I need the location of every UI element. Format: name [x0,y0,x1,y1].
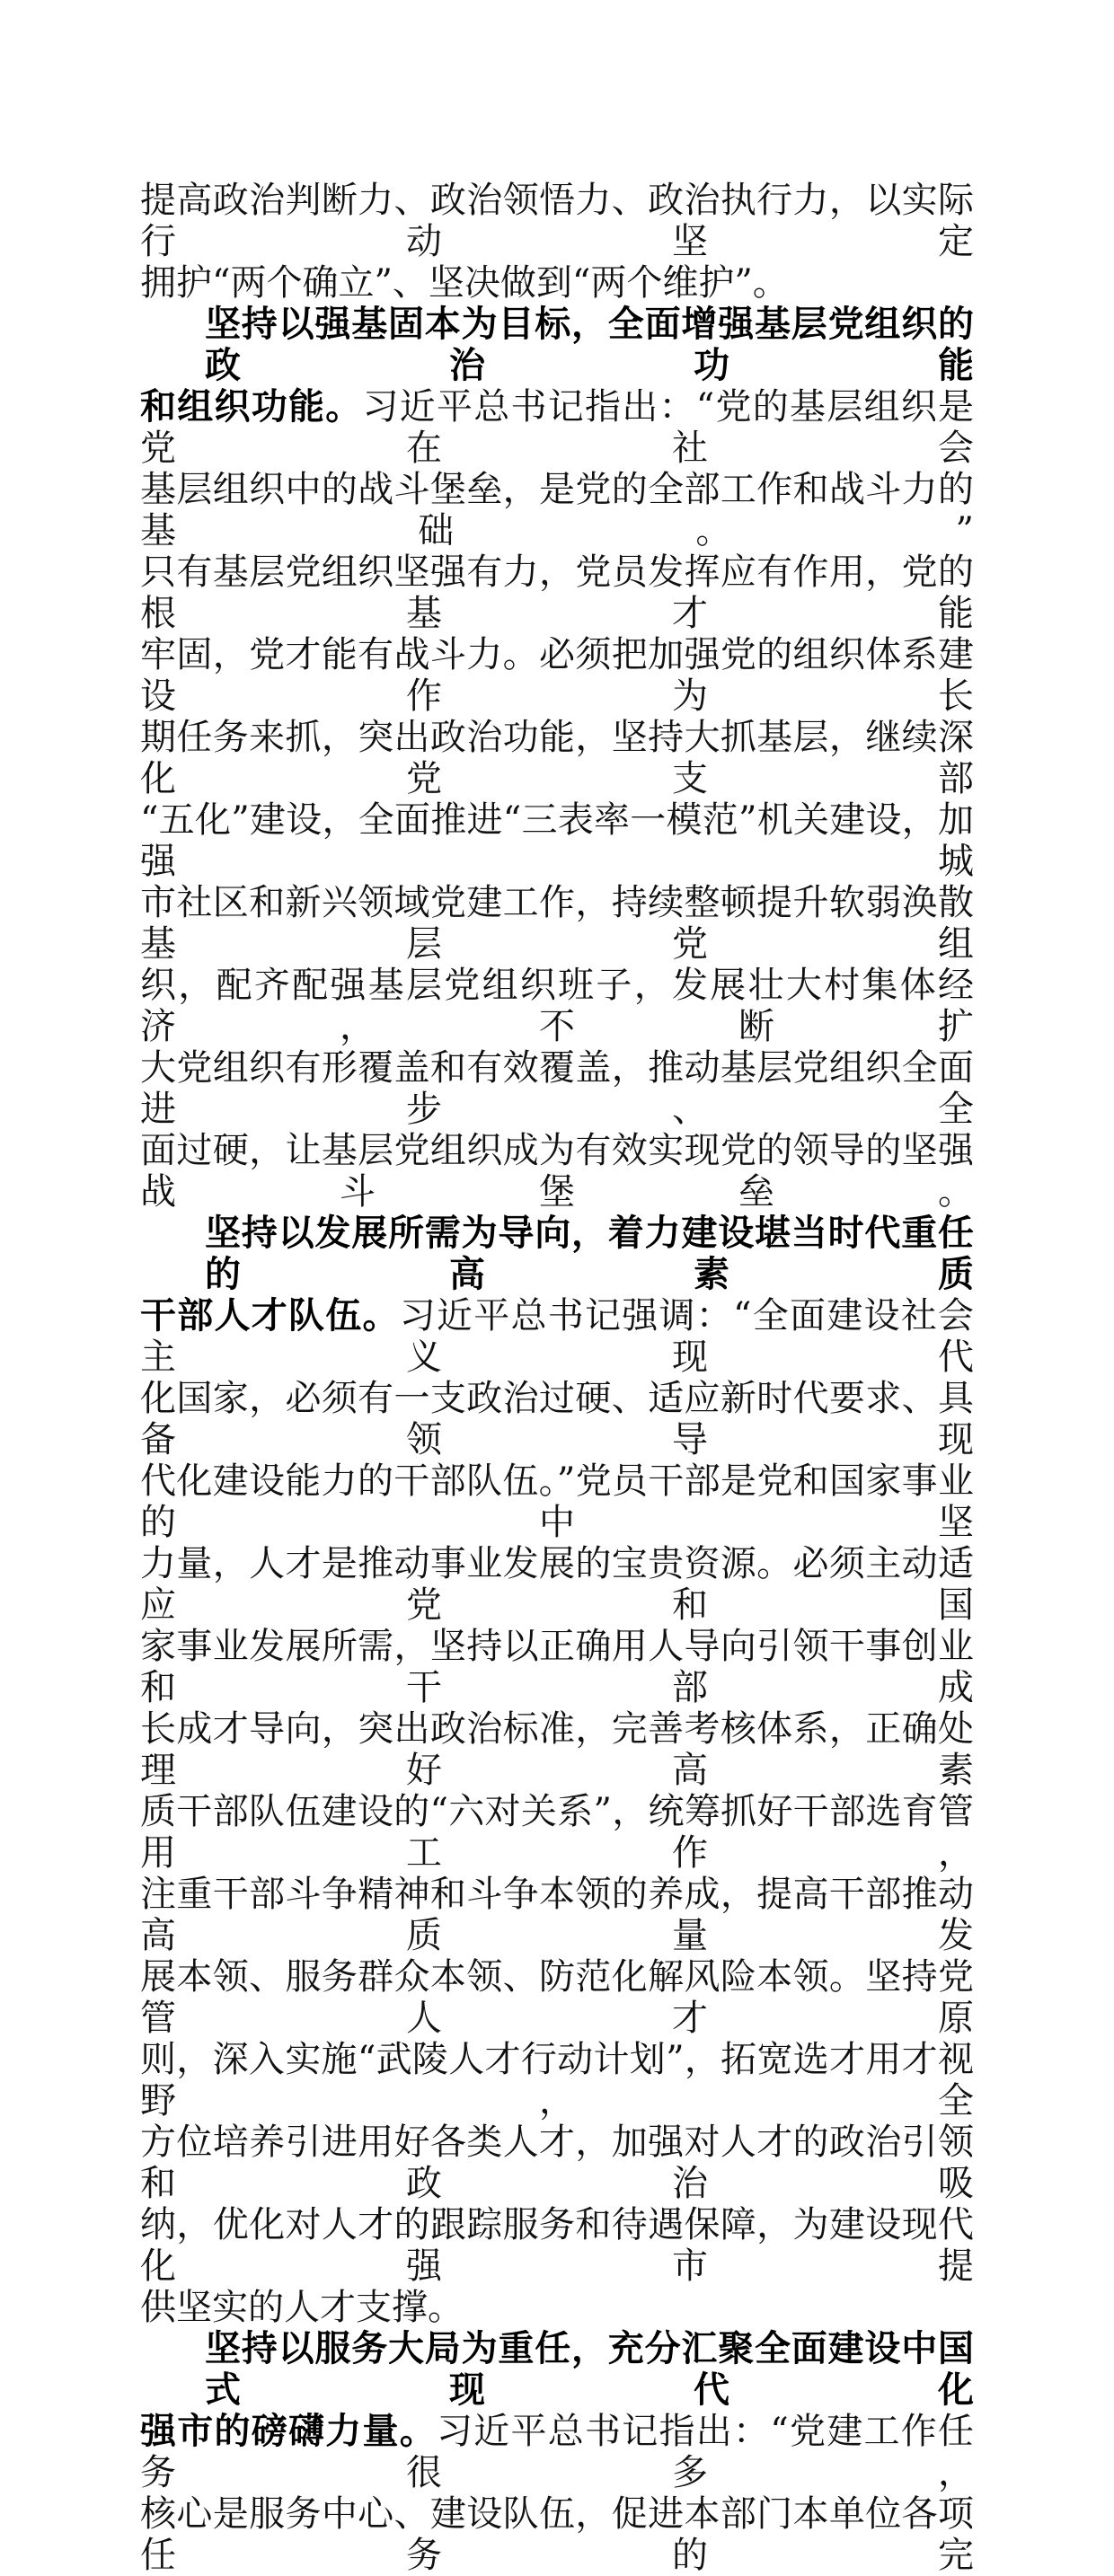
text-line [140,1130,974,1213]
text-line [140,1791,974,1874]
paragraph [140,1213,974,2328]
text-line [140,1708,974,1791]
text-line [140,1378,974,1460]
paragraph [140,2328,974,2576]
body-text: 力量，人才是推动事业发展的宝贵资源。必须主动适应党和国 [140,1543,974,1626]
text-line [140,304,974,386]
text-line [140,1874,974,1956]
body-text: “五化”建设，全面推进“三表率一模范”机关建设，加强城 [140,799,974,882]
text-line [140,2287,974,2328]
text-line [140,634,974,717]
body-text: 方位培养引进用好各类人才，加强对人才的政治引领和政治吸 [140,2122,974,2204]
paragraph [140,180,974,304]
body-text: 大党组织有形覆盖和有效覆盖，推动基层党组织全面进步、全 [140,1047,974,1130]
text-line [140,386,974,469]
text-line [140,882,974,965]
text-line [140,2328,974,2411]
body-text: 长成才导向，突出政治标准，完善考核体系，正确处理好高素 [140,1708,974,1791]
body-text: 面过硬，让基层党组织成为有效实现党的领导的坚强战斗堡垒。 [140,1130,974,1213]
body-text: 习近平总书记指出：“党建工作任务很多， [140,2411,975,2493]
body-text: 家事业发展所需，坚持以正确用人导向引领干事创业和干部成 [140,1626,974,1708]
body-text: 展本领、服务群众本领、防范化解风险本领。坚持党管人才原 [140,1956,974,2039]
bold-heading-text: 坚持以服务大局为重任，充分汇聚全面建设中国式现代化 [205,2328,974,2411]
text-line [140,2204,974,2287]
text-line [140,799,974,882]
text-line [140,1543,974,1626]
body-text: 质干部队伍建设的“六对关系”，统筹抓好干部选育管用工作， [140,1791,974,1874]
body-text: 只有基层党组织坚强有力，党员发挥应有作用，党的根基才能 [140,551,974,634]
bold-heading-text: 坚持以强基固本为目标，全面增强基层党组织的政治功能 [205,304,974,386]
text-line [140,2411,974,2493]
text-line [140,1626,974,1708]
text-line [140,717,974,799]
text-line [140,1295,974,1378]
text-line [140,2493,974,2576]
body-text: 代化建设能力的干部队伍。”党员干部是党和国家事业的中坚 [140,1460,974,1543]
body-text: 市社区和新兴领域党建工作，持续整顿提升软弱涣散基层党组 [140,882,974,965]
text-line [140,965,974,1047]
text-line [140,1047,974,1130]
body-text: 纳，优化对人才的跟踪服务和待遇保障，为建设现代化强市提 [140,2204,974,2287]
paragraph [140,304,974,1213]
bold-heading-text: 干部人才队伍。 [140,1295,400,1337]
text-line [140,1956,974,2039]
body-text: 则，深入实施“武陵人才行动计划”，拓宽选才用才视野，全 [140,2039,974,2122]
text-line [140,1460,974,1543]
body-text: 化国家，必须有一支政治过硬、适应新时代要求、具备领导现 [140,1378,974,1460]
body-text: 供坚实的人才支撑。 [140,2287,464,2328]
body-text: 提高政治判断力、政治领悟力、政治执行力，以实际行动坚定 [140,180,974,262]
text-line [140,2122,974,2204]
text-line [140,1213,974,1295]
body-text: 核心是服务中心、建设队伍，促进本部门本单位各项任务的完 [140,2493,974,2576]
bold-heading-text: 坚持以发展所需为导向，着力建设堪当时代重任的高素质 [205,1213,974,1295]
bold-heading-text: 强市的磅礴力量。 [140,2411,438,2452]
body-text: 期任务来抓，突出政治功能，坚持大抓基层，继续深化党支部 [140,717,974,799]
body-text: 拥护“两个确立”、坚决做到“两个维护”。 [140,262,789,304]
document-page [140,180,974,2576]
body-text: 注重干部斗争精神和斗争本领的养成，提高干部推动高质量发 [140,1874,974,1956]
body-text: 织，配齐配强基层党组织班子，发展壮大村集体经济，不断扩 [140,965,974,1047]
body-text: 习近平总书记指出：“党的基层组织是党在社会 [140,386,974,469]
body-text: 牢固，党才能有战斗力。必须把加强党的组织体系建设作为长 [140,634,974,717]
text-line [140,180,974,262]
text-line [140,2039,974,2122]
text-line [140,262,974,304]
body-text: 基层组织中的战斗堡垒，是党的全部工作和战斗力的基础。” [140,469,974,551]
bold-heading-text: 和组织功能。 [140,386,363,428]
body-text: 习近平总书记强调：“全面建设社会主义现代 [140,1295,974,1378]
text-line [140,469,974,551]
text-line [140,551,974,634]
